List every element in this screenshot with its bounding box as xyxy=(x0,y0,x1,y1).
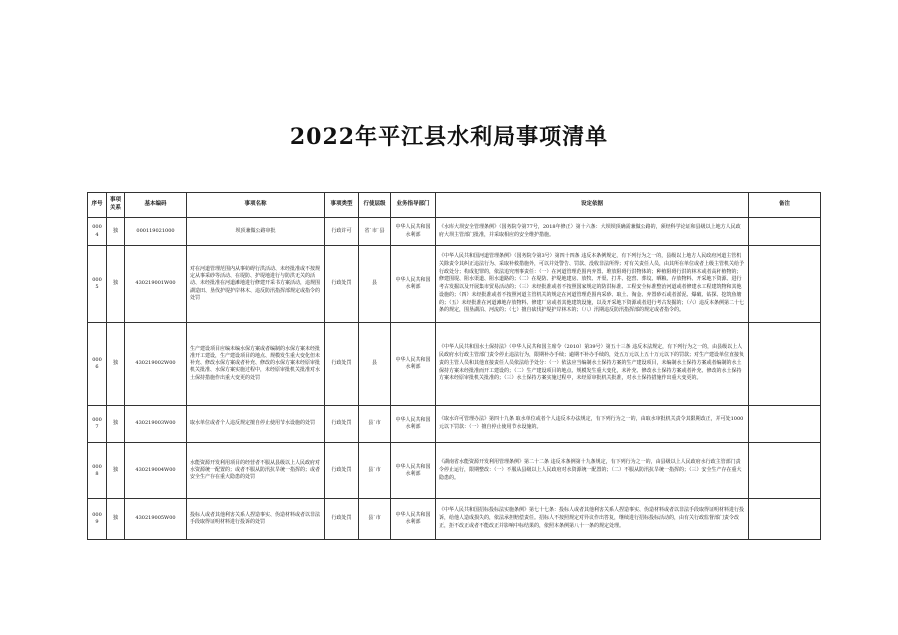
header-type: 事项类型 xyxy=(325,193,359,218)
cell-name: 投标人或者其他利害关系人捏造事实、伪造材料或者以非法手段取得证明材料进行投诉的处罚 xyxy=(187,499,325,540)
cell-relation: 独 xyxy=(107,499,125,540)
table-row xyxy=(88,246,821,323)
cell-code: 430219002W00 xyxy=(125,322,187,405)
cell-level: 省`市`县 xyxy=(359,218,391,246)
cell-level: 县 xyxy=(359,246,391,323)
header-relation: 事项关系 xyxy=(107,193,125,218)
header-basis: 设定依据 xyxy=(436,193,749,218)
cell-note xyxy=(749,499,821,540)
cell-type: 行政处罚 xyxy=(325,405,359,443)
matters-table xyxy=(87,192,821,540)
header-name: 事项名称 xyxy=(187,193,325,218)
cell-type: 行政处罚 xyxy=(325,443,359,499)
cell-note xyxy=(749,322,821,405)
cell-basis: 《中华人民共和国河道管理条例》（国务院令第3号）第四十四条 违反本条例规定，有下列行为之一的，县级以上地方人民政府河道主管机关除责令其纠正违法行为、采取补救措施外，可以并处警告、罚款、没收非法所得；对有关责任人员，由其所在单位或者上级主管机关给予行政处分；构成犯罪的，依法追究刑事责任：（一）在河道管理范围内弃置、堆放阻碍行洪物体的；种植阻碍行洪的林木或者高秆植物的；修建围堤、阻水渠道、阻水道路的；（二）在堤防、护堤地建房、放牧、开渠、打井、挖窖、葬坟、晒粮、存放物料、开采地下资源、进行考古发掘以及开展集市贸易活动的；（三）未经批准或者不按照国家规定的防洪标准、工程安全标准整治河道或者修建水工程建筑物和其他设施的；（四）未经批准或者不按照河道主管机关的规定在河道管理范围内采砂、取土、淘金、弃置砂石或者淤泥、爆破、钻探、挖筑鱼塘的；（五）未经批准在河道滩地存放物料、修建厂房或者其他建筑设施，以及开采地下资源或者进行考古发掘的；（六）违反本条例第二十七条的规定，围垦湖泊、河流的；（七）擅自砍伐护堤护岸林木的；（八）汛期违反防汛指挥部的规定或者指令的。 xyxy=(436,246,749,323)
cell-code: 430219005W00 xyxy=(125,499,187,540)
header-level: 行使层级 xyxy=(359,193,391,218)
cell-dept: 中华人民共和国水利部 xyxy=(391,499,436,540)
cell-type: 行政处罚 xyxy=(325,499,359,540)
cell-level: 县`市 xyxy=(359,443,391,499)
cell-code: 430219003W00 xyxy=(125,405,187,443)
cell-type: 行政许可 xyxy=(325,218,359,246)
cell-level: 县`市 xyxy=(359,499,391,540)
cell-note xyxy=(749,443,821,499)
cell-dept: 中华人民共和国水利部 xyxy=(391,246,436,323)
cell-level: 县`市 xyxy=(359,405,391,443)
header-note: 备注 xyxy=(749,193,821,218)
cell-code: 430219001W00 xyxy=(125,246,187,323)
cell-code: 430219004W00 xyxy=(125,443,187,499)
header-dept: 业务指导部门 xyxy=(391,193,436,218)
cell-dept: 中华人民共和国水利部 xyxy=(391,443,436,499)
table-row xyxy=(88,499,821,540)
cell-no: 0009 xyxy=(88,499,107,540)
cell-relation: 独 xyxy=(107,405,125,443)
cell-relation: 独 xyxy=(107,322,125,405)
cell-basis: 《中华人民共和国招标投标法实施条例》第七十七条：投标人或者其他利害关系人捏造事实、伪造材料或者以非法手段取得证明材料进行投诉，给他人造成损失的，依法承担赔偿责任。招标人不按照规定对异议作出答复，继续进行招标投标活动的，由有关行政监督部门责令改正，拒不改正或者不能改正并影响中标结果的，依照本条例第八十一条的规定处理。 xyxy=(436,499,749,540)
cell-basis: 《水库大坝安全管理条例》（国务院令第77号，2018年修正）第十六条：大坝坝顶确需兼做公路的，须经科学论证和县级以上地方人民政府大坝主管部门批准，并采取相应的安全维护措施。 xyxy=(436,218,749,246)
cell-type: 行政处罚 xyxy=(325,246,359,323)
cell-type: 行政处罚 xyxy=(325,322,359,405)
document-title: 2022年平江县水利局事项清单 xyxy=(289,124,609,150)
cell-name: 水能资源开发利用项目的经营者不服从县级以上人民政府对水资源统一配置的；或者不服从防汛抗旱统一指挥的；或者安全生产存在重大隐患的处罚 xyxy=(187,443,325,499)
cell-no: 0006 xyxy=(88,322,107,405)
cell-note xyxy=(749,218,821,246)
cell-no: 0007 xyxy=(88,405,107,443)
table-row xyxy=(88,322,821,405)
table-row xyxy=(88,218,821,246)
table-header-row xyxy=(88,193,821,218)
table-row xyxy=(88,443,821,499)
cell-dept: 中华人民共和国水利部 xyxy=(391,405,436,443)
cell-basis: 《中华人民共和国水土保持法》（中华人民共和国主席令（2010）第39号）第五十三条 违反本法规定，有下列行为之一的，由县级以上人民政府水行政主管部门责令停止违法行为，限期补办手续；逾期不补办手续的，处五万元以上五十万元以下的罚款；对生产建设单位直接负责的主管人员和其他直接责任人员依法给予处分：（一）依法应当编制水土保持方案的生产建设项目，未编制水土保持方案或者编制的水土保持方案未经批准而开工建设的；（二）生产建设项目的地点、规模发生重大变化，未补充、修改水土保持方案或者补充、修改的水土保持方案未经原审批机关批准的；（三）水土保持方案实施过程中，未经原审批机关批准，对水土保持措施作出重大变更的。 xyxy=(436,322,749,405)
cell-code: 000119021000 xyxy=(125,218,187,246)
cell-note xyxy=(749,405,821,443)
cell-name: 对在河道管理范围内从事妨碍行洪活动、未经批准或不按规定从事采砂等活动、在堤防、护堤地进行与防洪无关的活动、未经批准在河道滩地进行修建开采书方案活动，违规围湖造田、垦伐护堤护岸林木、违反防汛指挥部规定或指令的处罚 xyxy=(187,246,325,323)
cell-basis: 《取水许可管理办法》第四十九条 取水单位或者个人违反本办法规定，有下列行为之一的，由取水审批机关责令其限期改正，并可处1000元以下罚款：（一）擅自停止使用节水设施的。 xyxy=(436,405,749,443)
cell-no: 0004 xyxy=(88,218,107,246)
cell-dept: 中华人民共和国水利部 xyxy=(391,218,436,246)
cell-name: 坝顶兼做公路审批 xyxy=(187,218,325,246)
cell-note xyxy=(749,246,821,323)
cell-no: 0008 xyxy=(88,443,107,499)
cell-name: 生产建设项目应编未编水保方案或者编制的水保方案未经批准开工建设，生产建设项目的地点、规模发生重大变化但未补充、修改水保方案或者补充、修改的水保方案未经原审批机关批准、水保方案实施过程中，未经原审批机关批准对水土保持措施作出重大变更的处罚 xyxy=(187,322,325,405)
table-row xyxy=(88,405,821,443)
cell-relation: 独 xyxy=(107,246,125,323)
cell-relation: 独 xyxy=(107,218,125,246)
cell-relation: 独 xyxy=(107,443,125,499)
cell-level: 县 xyxy=(359,322,391,405)
header-code: 基本编码 xyxy=(125,193,187,218)
cell-basis: 《湖南省水能资源开发利用管理条例》第二十二条 违反本条例第十九条规定，有下列行为之一的，由县级以上人民政府水行政主管部门责令停止运行，限期整改：（一）不服从县级以上人民政府对水资源统一配置的；（二）不服从防汛抗旱统一指挥的；（三）安全生产存在重大隐患的。 xyxy=(436,443,749,499)
cell-name: 取水单位或者个人违反规定擅自停止使用节水设施的处罚 xyxy=(187,405,325,443)
header-no: 序号 xyxy=(88,193,107,218)
cell-dept: 中华人民共和国水利部 xyxy=(391,322,436,405)
cell-no: 0005 xyxy=(88,246,107,323)
